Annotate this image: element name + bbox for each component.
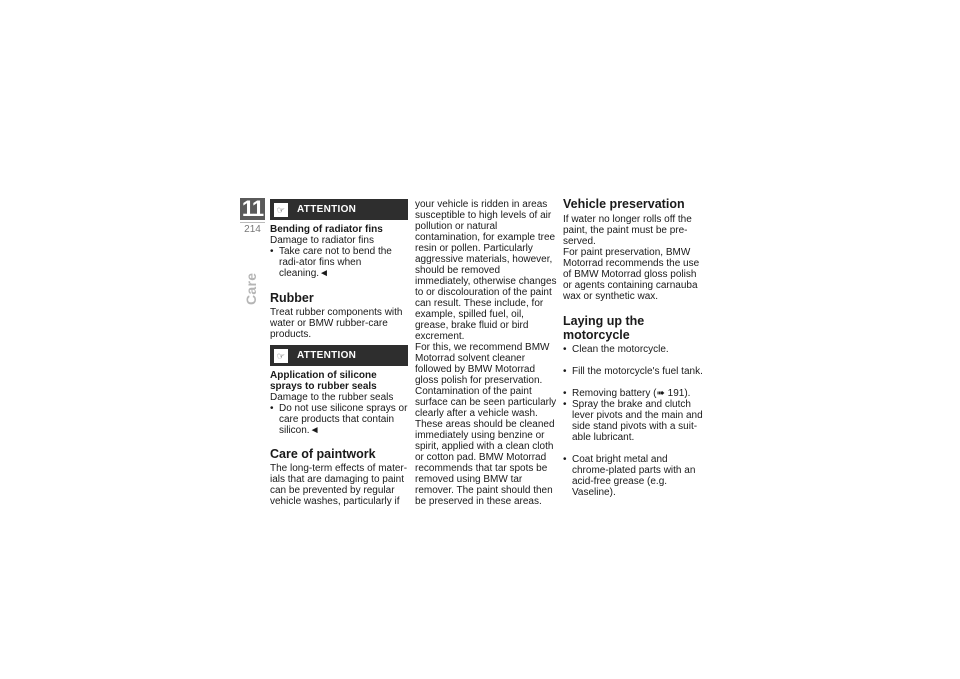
heading-paintwork: Care of paintwork xyxy=(270,447,376,461)
bullet-text: Fill the motorcycle's fuel tank. xyxy=(572,366,703,377)
list-item xyxy=(270,246,410,279)
bullet-dot: • xyxy=(270,403,274,414)
column-2 xyxy=(415,199,557,507)
bullet-text: Do not use silicone sprays or care products that contain silicon.◄ xyxy=(279,403,408,436)
preservation-paragraph-2: For paint preservation, BMW Motorrad recommends the use of BMW Motorrad gloss polish or agents containing carnauba wax or synthetic wax. xyxy=(563,247,700,302)
list-item xyxy=(270,403,410,436)
bullet-dot: • xyxy=(563,454,567,465)
warning-icon: ☞ xyxy=(274,203,288,217)
column-1 xyxy=(270,199,410,507)
bullet-dot: • xyxy=(563,388,567,399)
attention-line: Damage to radiator fins xyxy=(270,235,374,246)
attention-line: Damage to the rubber seals xyxy=(270,392,394,403)
list-item xyxy=(563,454,703,498)
rubber-text: Treat rubber components with water or BMW rubber-care products. xyxy=(270,307,403,340)
paint-paragraph-2: For this, we recommend BMW Motorrad solvent cleaner followed by BMW Motorrad gloss polish for preservation. xyxy=(415,342,550,386)
attention-title: Application of silicone sprays to rubber seals xyxy=(270,370,377,392)
bullet-dot: • xyxy=(270,246,274,257)
bullet-text: Clean the motorcycle. xyxy=(572,344,669,355)
heading-vehicle-preservation: Vehicle preservation xyxy=(563,197,685,211)
list-item xyxy=(563,366,703,377)
paint-paragraph-1: your vehicle is ridden in areas susceptible to high levels of air pollution or natural contamination, for example tree resin or pollen. Particularly aggressive materials, however, should be removed immediately, otherwise changes to or discolouration of the paint can result. These include, for example, spilled fuel, oil, grease, brake fluid or bird excrement. xyxy=(415,199,557,342)
list-item xyxy=(563,344,703,355)
bullet-text: Removing battery (➠ 191). xyxy=(572,388,691,399)
section-label: Care xyxy=(243,272,259,305)
heading-rubber: Rubber xyxy=(270,291,314,305)
attention-label: ATTENTION xyxy=(297,350,357,361)
attention-banner xyxy=(270,199,408,220)
paintwork-text: The long-term effects of mater-ials that are damaging to paint can be prevented by regular vehicle washes, particularly if xyxy=(270,463,408,507)
layup-list xyxy=(563,344,703,498)
chapter-number: 11 xyxy=(241,196,264,221)
bullet-text: Coat bright metal and chrome-plated parts with an acid-free grease (e.g. Vaseline). xyxy=(572,454,696,498)
bullet-dot: • xyxy=(563,399,567,410)
attention-label: ATTENTION xyxy=(297,204,357,215)
attention-title: Bending of radiator fins xyxy=(270,224,383,235)
column-3 xyxy=(563,197,703,498)
page-number-rule xyxy=(240,222,265,223)
attention-banner xyxy=(270,345,408,366)
heading-laying-up: Laying up the motorcycle xyxy=(563,314,645,342)
bullet-text: Spray the brake and clutch lever pivots and the main and side stand pivots with a suit-able lubricant. xyxy=(572,399,703,443)
preservation-paragraph-1: If water no longer rolls off the paint, the paint must be pre-served. xyxy=(563,214,692,247)
paint-paragraph-3: Contamination of the paint surface can be seen particularly clearly after a vehicle wash. These areas should be cleaned immediately using benzine or spirit, applied with a clean cloth or cotton pad. BMW Motorrad recommends that tar spots be removed using BMW tar remover. The paint should then be preserved in these areas. xyxy=(415,386,557,507)
warning-icon: ☞ xyxy=(274,349,288,363)
list-item xyxy=(563,399,703,443)
bullet-text: Take care not to bend the radi-ator fins when cleaning.◄ xyxy=(279,246,392,279)
bullet-dot: • xyxy=(563,344,567,355)
page-number: 214 xyxy=(244,224,261,235)
list-item xyxy=(563,388,703,399)
bullet-dot: • xyxy=(563,366,567,377)
